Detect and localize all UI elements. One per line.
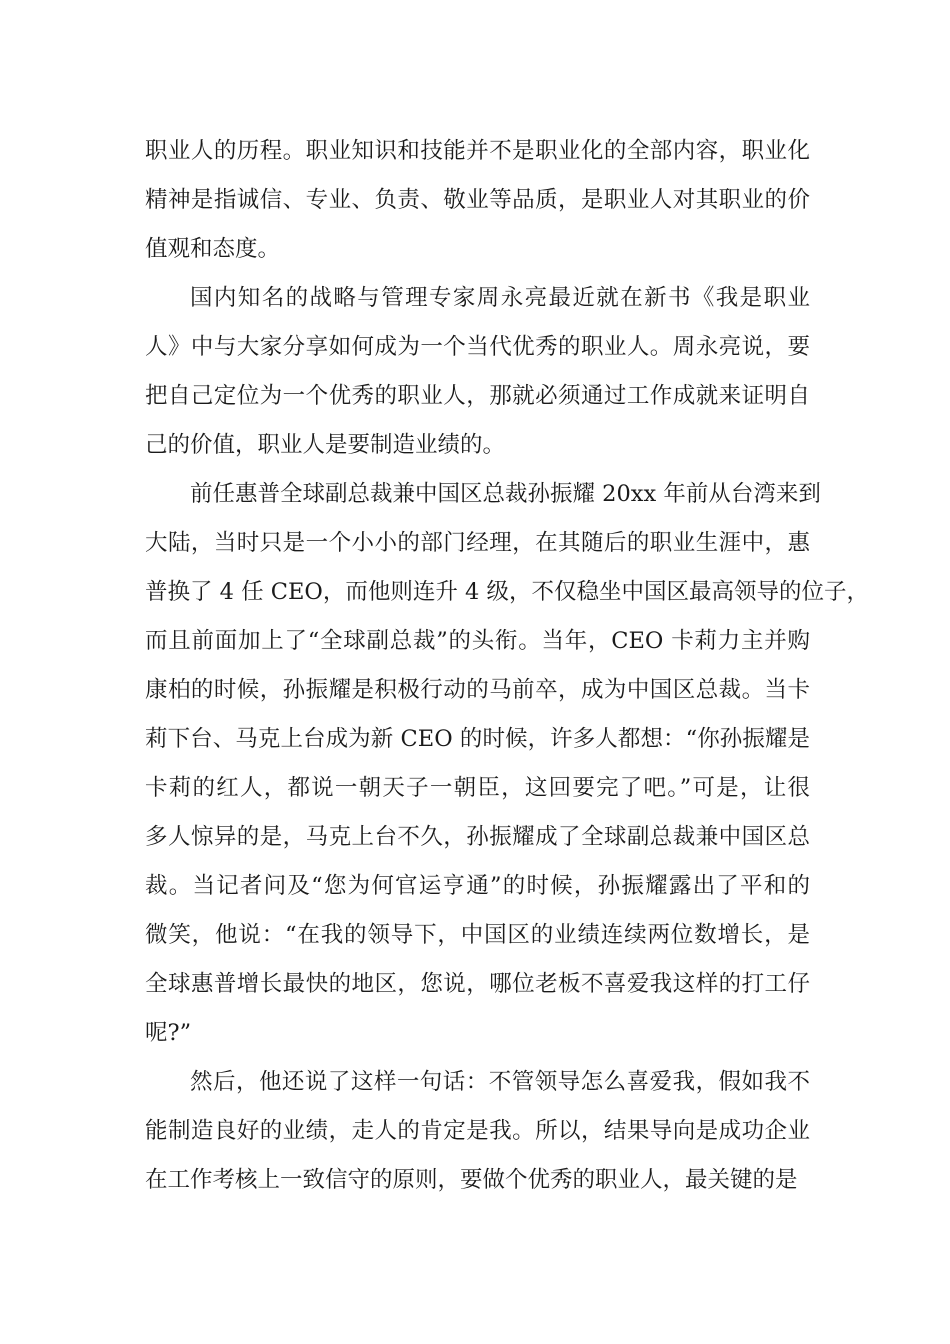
text-line: 前任惠普全球副总裁兼中国区总裁孙振耀 20xx 年前从台湾来到 xyxy=(190,481,821,507)
text-line: 莉下台、马克上台成为新 CEO 的时候，许多人都想：“你孙振耀是 xyxy=(145,726,810,752)
text-line: 全球惠普增长最快的地区，您说，哪位老板不喜爱我这样的打工仔 xyxy=(145,971,810,997)
text-line: 能制造良好的业绩，走人的肯定是我。所以，结果导向是成功企业 xyxy=(145,1118,810,1144)
text-line: 人》中与大家分享如何成为一个当代优秀的职业人。周永亮说，要 xyxy=(145,334,810,360)
paragraph xyxy=(145,1058,810,1205)
text-line: 康柏的时候，孙振耀是积极行动的马前卒，成为中国区总裁。当卡 xyxy=(145,677,810,703)
paragraph xyxy=(145,470,869,1058)
document-body xyxy=(145,127,869,1205)
paragraph xyxy=(145,127,810,274)
text-line: 值观和态度。 xyxy=(145,236,281,262)
text-line: 职业人的历程。职业知识和技能并不是职业化的全部内容，职业化 xyxy=(145,138,810,164)
text-line: 微笑，他说：“在我的领导下，中国区的业绩连续两位数增长，是 xyxy=(145,922,810,948)
text-line: 裁。当记者问及“您为何官运亨通”的时候，孙振耀露出了平和的 xyxy=(145,873,810,899)
paragraph xyxy=(145,274,810,470)
text-line: 精神是指诚信、专业、负责、敬业等品质，是职业人对其职业的价 xyxy=(145,187,810,213)
text-line: 而且前面加上了“全球副总裁”的头衔。当年，CEO 卡莉力主并购 xyxy=(145,628,810,654)
text-line: 国内知名的战略与管理专家周永亮最近就在新书《我是职业 xyxy=(190,285,810,311)
text-line: 呢?” xyxy=(145,1020,192,1046)
text-line: 卡莉的红人，都说一朝天子一朝臣，这回要完了吧。”可是，让很 xyxy=(145,775,810,801)
text-line: 普换了 4 任 CEO，而他则连升 4 级，不仅稳坐中国区最高领导的位子， xyxy=(145,579,869,605)
text-line: 在工作考核上一致信守的原则，要做个优秀的职业人，最关键的是 xyxy=(145,1167,798,1193)
text-line: 己的价值，职业人是要制造业绩的。 xyxy=(145,432,506,458)
text-line: 然后，他还说了这样一句话：不管领导怎么喜爱我，假如我不 xyxy=(190,1069,810,1095)
text-line: 把自己定位为一个优秀的职业人，那就必须通过工作成就来证明自 xyxy=(145,383,810,409)
text-line: 多人惊异的是，马克上台不久，孙振耀成了全球副总裁兼中国区总 xyxy=(145,824,810,850)
text-line: 大陆，当时只是一个小小的部门经理，在其随后的职业生涯中，惠 xyxy=(145,530,810,556)
